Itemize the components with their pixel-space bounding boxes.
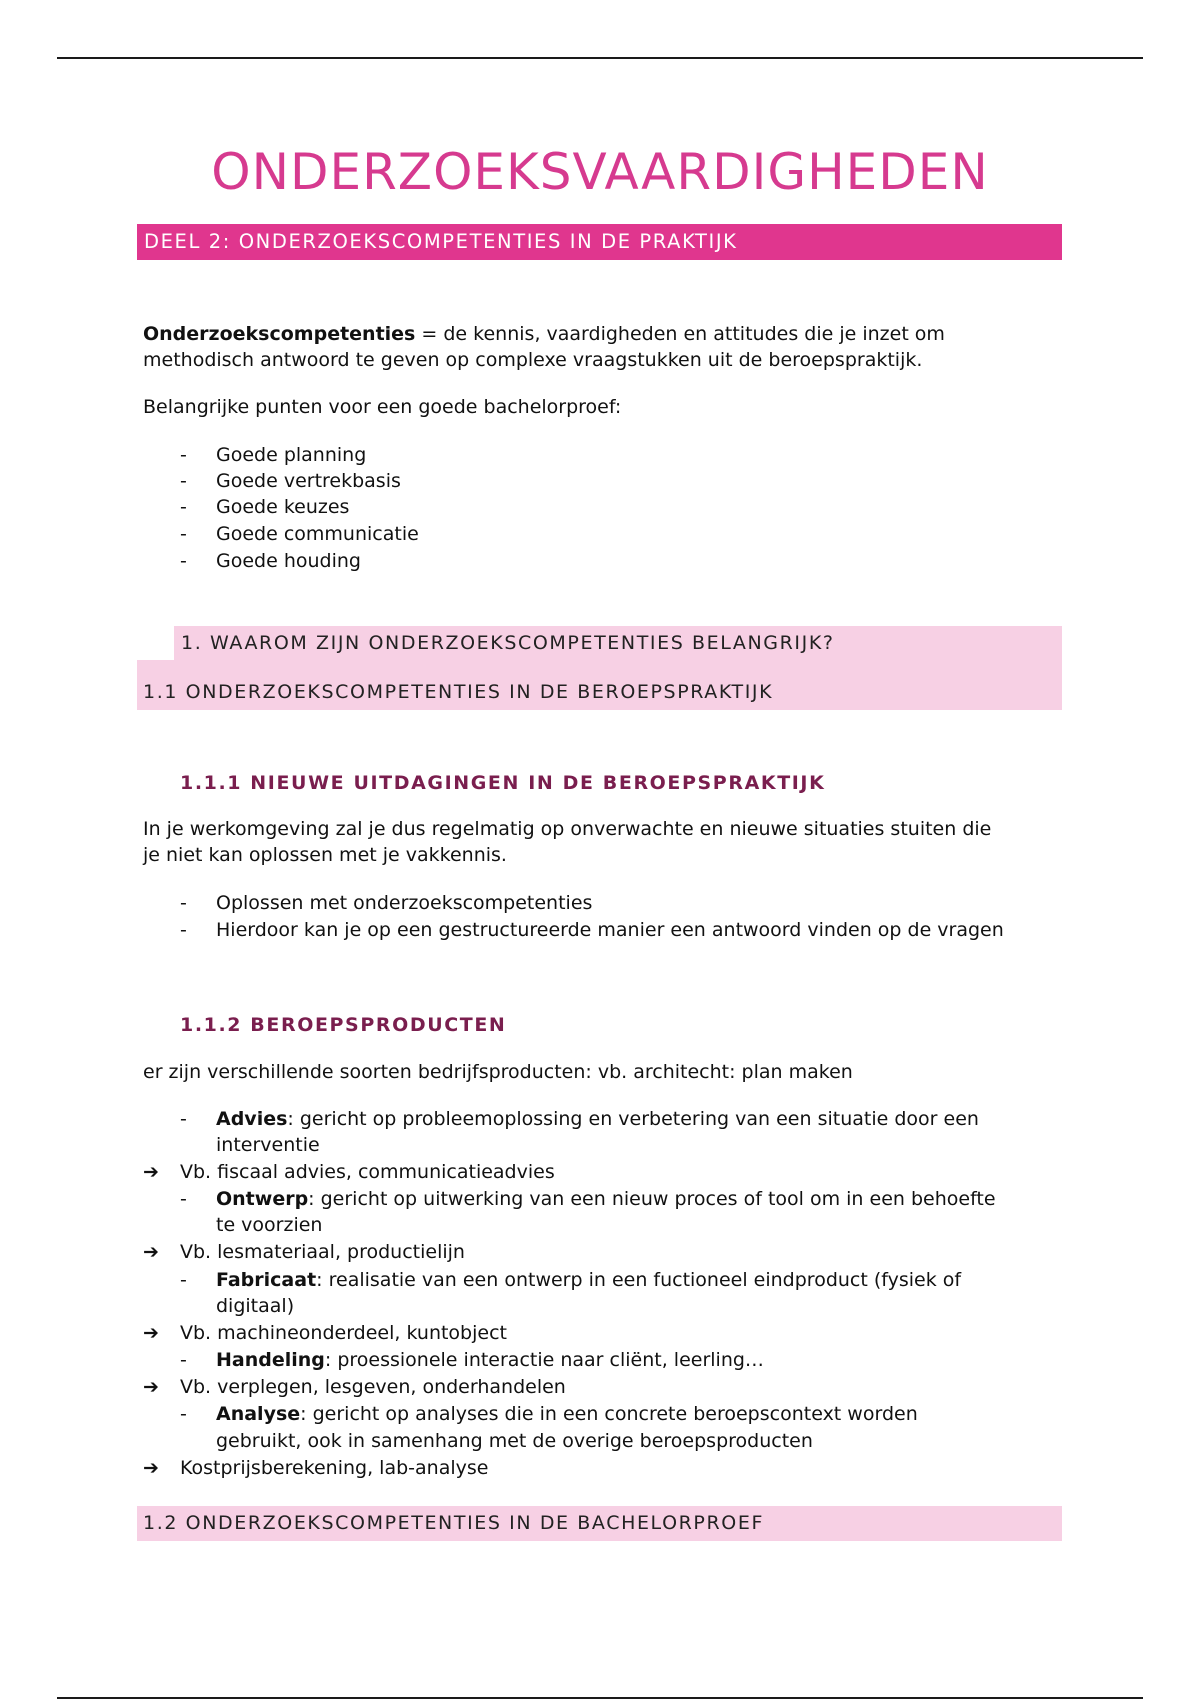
arrow-icon: ➔ xyxy=(143,1457,159,1479)
arrow-icon: ➔ xyxy=(143,1161,159,1183)
product-item-analyse xyxy=(216,1401,918,1428)
product-description: : gericht op probleemoplossing en verbetering van een situatie door een xyxy=(287,1108,979,1130)
definition-line-1 xyxy=(143,321,945,348)
product-example: Vb. fiscaal advies, communicatieadvies xyxy=(180,1161,555,1183)
arrow-icon: ➔ xyxy=(143,1241,159,1263)
product-item-handeling xyxy=(216,1347,764,1374)
product-item-fabricaat xyxy=(216,1267,961,1294)
product-description-cont: digitaal) xyxy=(216,1295,295,1317)
product-description: : proessionele interactie naar cliënt, leerling… xyxy=(324,1349,764,1371)
points-intro: Belangrijke punten voor een goede bachelorproef: xyxy=(143,396,622,418)
list-item: Goede planning xyxy=(216,444,367,466)
product-description: : gericht op analyses die in een concrete beroepscontext worden xyxy=(300,1403,918,1425)
paragraph-line: In je werkomgeving zal je dus regelmatig op onverwachte en nieuwe situaties stuiten die xyxy=(143,818,992,840)
subsection-1-1-1-heading: 1.1.1 NIEUWE UITDAGINGEN IN DE BEROEPSPRAKTIJK xyxy=(180,772,826,794)
paragraph-line: er zijn verschillende soorten bedrijfsproducten: vb. architecht: plan maken xyxy=(143,1061,853,1083)
definition-term: Onderzoekscompetenties xyxy=(143,323,416,345)
arrow-icon: ➔ xyxy=(143,1322,159,1344)
list-bullet: - xyxy=(180,496,187,518)
product-term: Advies xyxy=(216,1108,288,1130)
product-description: : realisatie van een ontwerp in een fuctioneel eindproduct (fysiek of xyxy=(316,1269,962,1291)
list-bullet: - xyxy=(180,444,187,466)
list-bullet: - xyxy=(180,523,187,545)
arrow-icon: ➔ xyxy=(143,1376,159,1398)
product-description-cont: interventie xyxy=(216,1134,320,1156)
product-term: Analyse xyxy=(216,1403,301,1425)
definition-text: = de kennis, vaardigheden en attitudes die je inzet om xyxy=(415,323,945,345)
product-term: Handeling xyxy=(216,1349,325,1371)
list-bullet: - xyxy=(180,1108,187,1130)
top-rule xyxy=(57,57,1143,59)
product-example: Kostprijsberekening, lab-analyse xyxy=(180,1457,489,1479)
product-item-advies xyxy=(216,1106,979,1133)
product-term: Ontwerp xyxy=(216,1188,309,1210)
list-item: Goede vertrekbasis xyxy=(216,470,401,492)
list-bullet: - xyxy=(180,1269,187,1291)
subsection-1-1-2-heading: 1.1.2 BEROEPSPRODUCTEN xyxy=(180,1014,507,1036)
list-item: Oplossen met onderzoekscompetenties xyxy=(216,892,593,914)
list-bullet: - xyxy=(180,550,187,572)
document-title: ONDERZOEKSVAARDIGHEDEN xyxy=(211,143,989,201)
part-heading: DEEL 2: ONDERZOEKSCOMPETENTIES IN DE PRAKTIJK xyxy=(137,224,1062,260)
product-example: Vb. verplegen, lesgeven, onderhandelen xyxy=(180,1376,566,1398)
product-example: Vb. machineonderdeel, kuntobject xyxy=(180,1322,507,1344)
list-bullet: - xyxy=(180,470,187,492)
product-description: : gericht op uitwerking van een nieuw proces of tool om in een behoefte xyxy=(308,1188,996,1210)
section-1-heading: 1. WAAROM ZIJN ONDERZOEKSCOMPETENTIES BELANGRIJK? xyxy=(181,632,835,654)
bottom-rule xyxy=(57,1697,1143,1699)
list-bullet: - xyxy=(180,919,187,941)
list-bullet: - xyxy=(180,892,187,914)
product-item-ontwerp xyxy=(216,1186,996,1213)
list-item: Goede houding xyxy=(216,550,361,572)
product-description-cont: te voorzien xyxy=(216,1214,323,1236)
section-1-1-heading: 1.1 ONDERZOEKSCOMPETENTIES IN DE BEROEPSPRAKTIJK xyxy=(143,681,774,703)
list-bullet: - xyxy=(180,1188,187,1210)
product-description-cont: gebruikt, ook in samenhang met de overige beroepsproducten xyxy=(216,1430,813,1452)
list-item: Goede communicatie xyxy=(216,523,419,545)
list-item: Hierdoor kan je op een gestructureerde manier een antwoord vinden op de vragen xyxy=(216,919,1004,941)
list-bullet: - xyxy=(180,1403,187,1425)
paragraph-line: je niet kan oplossen met je vakkennis. xyxy=(143,844,507,866)
list-item: Goede keuzes xyxy=(216,496,350,518)
section-1-2-heading: 1.2 ONDERZOEKSCOMPETENTIES IN DE BACHELORPROEF xyxy=(143,1512,764,1534)
product-example: Vb. lesmateriaal, productielijn xyxy=(180,1241,465,1263)
list-bullet: - xyxy=(180,1349,187,1371)
product-term: Fabricaat xyxy=(216,1269,317,1291)
definition-line-2: methodisch antwoord te geven op complexe vraagstukken uit de beroepspraktijk. xyxy=(143,349,923,371)
